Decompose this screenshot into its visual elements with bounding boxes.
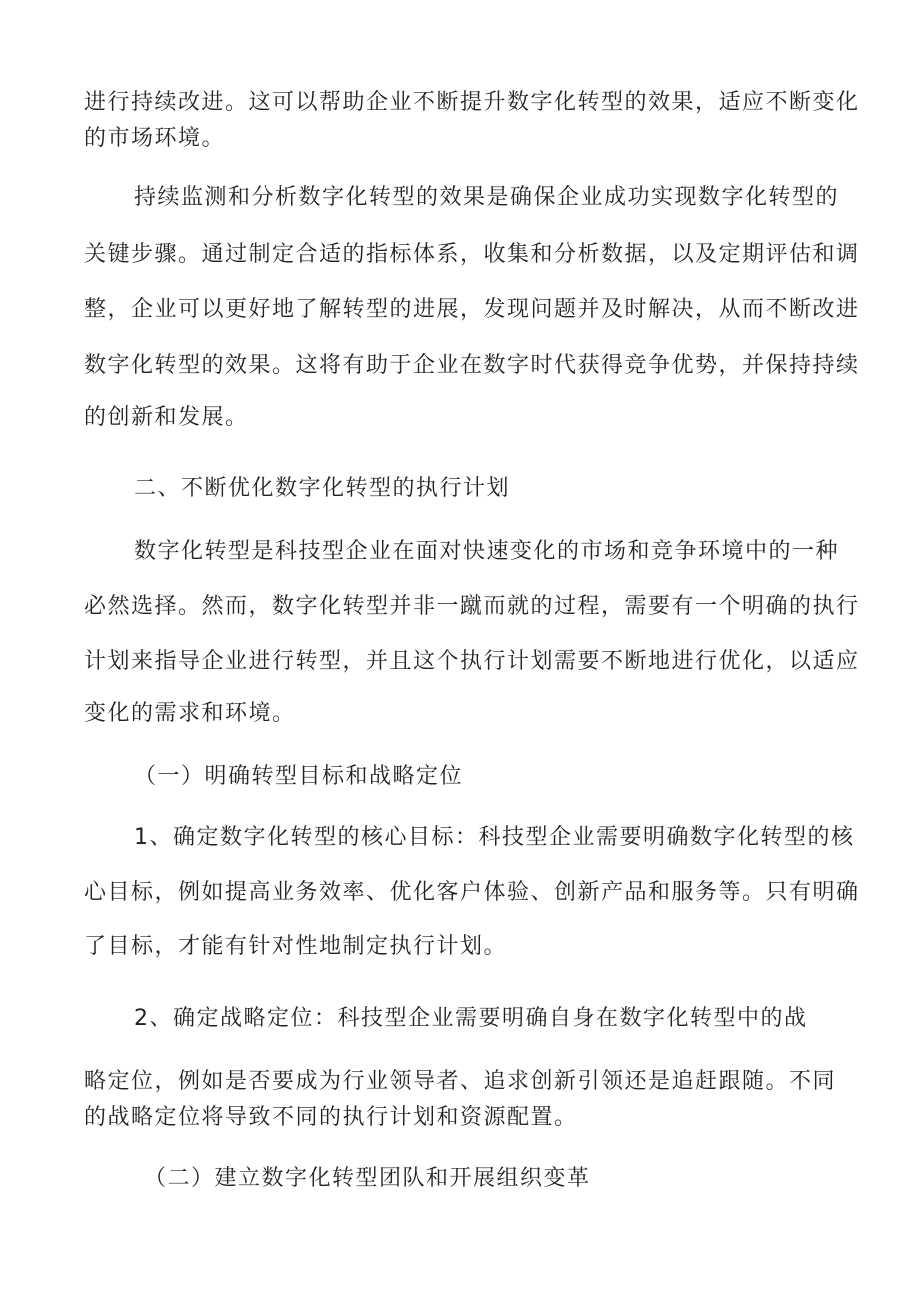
paragraph-line: 变化的需求和环境。 [84,701,296,726]
section-heading: 二、不断优化数字化转型的执行计划 [134,476,511,501]
paragraph-line: 的创新和发展。 [84,405,249,430]
paragraph-line: 数字化转型是科技型企业在面对快速变化的市场和竞争环境中的一种 [134,539,840,564]
paragraph-line: 略定位，例如是否要成为行业领导者、追求创新引领还是追赶跟随。不同 [84,1069,837,1094]
paragraph-line: 的市场环境。 [84,126,226,151]
paragraph-line: 关键步骤。通过制定合适的指标体系，收集和分析数据，以及定期评估和调 [84,242,860,267]
subsection-heading: （二）建立数字化转型团队和开展组织变革 [144,1166,591,1191]
paragraph-line: 必然选择。然而，数字化转型并非一蹴而就的过程，需要有一个明确的执行 [84,594,860,619]
paragraph-line: 计划来指导企业进行转型，并且这个执行计划需要不断地进行优化，以适应 [84,649,860,674]
paragraph-line: 了目标，才能有针对性地制定执行计划。 [84,934,508,959]
paragraph-line: 心目标，例如提高业务效率、优化客户体验、创新产品和服务等。只有明确 [84,880,860,905]
subsection-heading: （一）明确转型目标和战略定位 [134,764,464,789]
paragraph-line: 整，企业可以更好地了解转型的进展，发现问题并及时解决，从而不断改进 [84,297,860,322]
paragraph-line: 的战略定位将导致不同的执行计划和资源配置。 [84,1105,578,1130]
paragraph-line: 持续监测和分析数字化转型的效果是确保企业成功实现数字化转型的 [134,185,840,210]
paragraph-line: 2、确定战略定位：科技型企业需要明确自身在数字化转型中的战 [134,1006,808,1031]
paragraph-line: 进行持续改进。这可以帮助企业不断提升数字化转型的效果，适应不断变化 [84,90,860,115]
paragraph-line: 数字化转型的效果。这将有助于企业在数字时代获得竞争优势，并保持持续 [84,353,860,378]
paragraph-line: 1、确定数字化转型的核心目标：科技型企业需要明确数字化转型的核 [134,825,855,850]
